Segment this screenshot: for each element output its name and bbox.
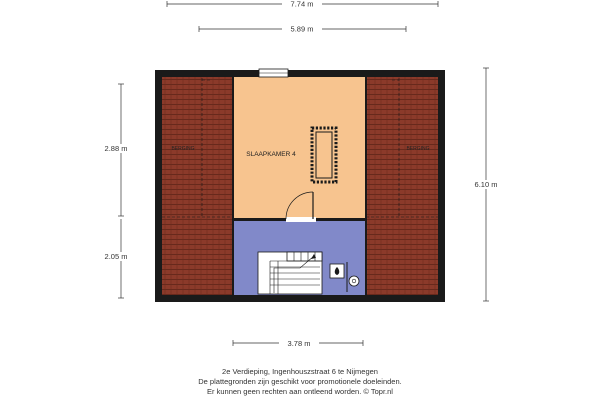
roof-slope-left xyxy=(162,77,233,295)
dimension-top-total xyxy=(167,0,438,9)
dimension-label-top-total: 7.74 m xyxy=(290,0,314,9)
room-label-bedroom: SLAAPKAMER 4 xyxy=(246,151,296,158)
caption-line-3: Er kunnen geen rechten aan ontleend worden. © Topr.nl xyxy=(207,387,393,396)
dimension-label-left-upper: 2.88 m xyxy=(104,144,128,153)
staircase xyxy=(258,252,322,294)
caption-line-2: De plattegronden zijn geschikt voor promotionele doeleinden. xyxy=(198,377,402,386)
drain-icon xyxy=(349,276,359,286)
dimension-bottom xyxy=(233,339,363,348)
window-top xyxy=(259,69,288,77)
dimension-label-left-lower: 2.05 m xyxy=(104,252,128,261)
dimension-label-top-inner: 5.89 m xyxy=(290,24,314,34)
dimension-left-upper xyxy=(100,84,134,216)
dimension-label-bottom: 3.78 m xyxy=(287,339,311,348)
bedroom-floor xyxy=(233,77,366,218)
dimension-label-right-total: 6.10 m xyxy=(474,180,498,189)
dimension-right-total xyxy=(469,68,503,301)
room-label-storage-right: BERGING xyxy=(406,146,430,152)
caption xyxy=(0,367,600,397)
boiler-icon xyxy=(330,264,344,278)
room-label-storage-left: BERGING xyxy=(171,146,195,152)
caption-line-1: 2e Verdieping, Ingenhouszstraat 6 te Nijmegen xyxy=(222,367,378,376)
roof-slope-right xyxy=(366,77,438,295)
dimension-left-lower xyxy=(100,219,134,298)
dimension-top-inner xyxy=(199,25,406,34)
